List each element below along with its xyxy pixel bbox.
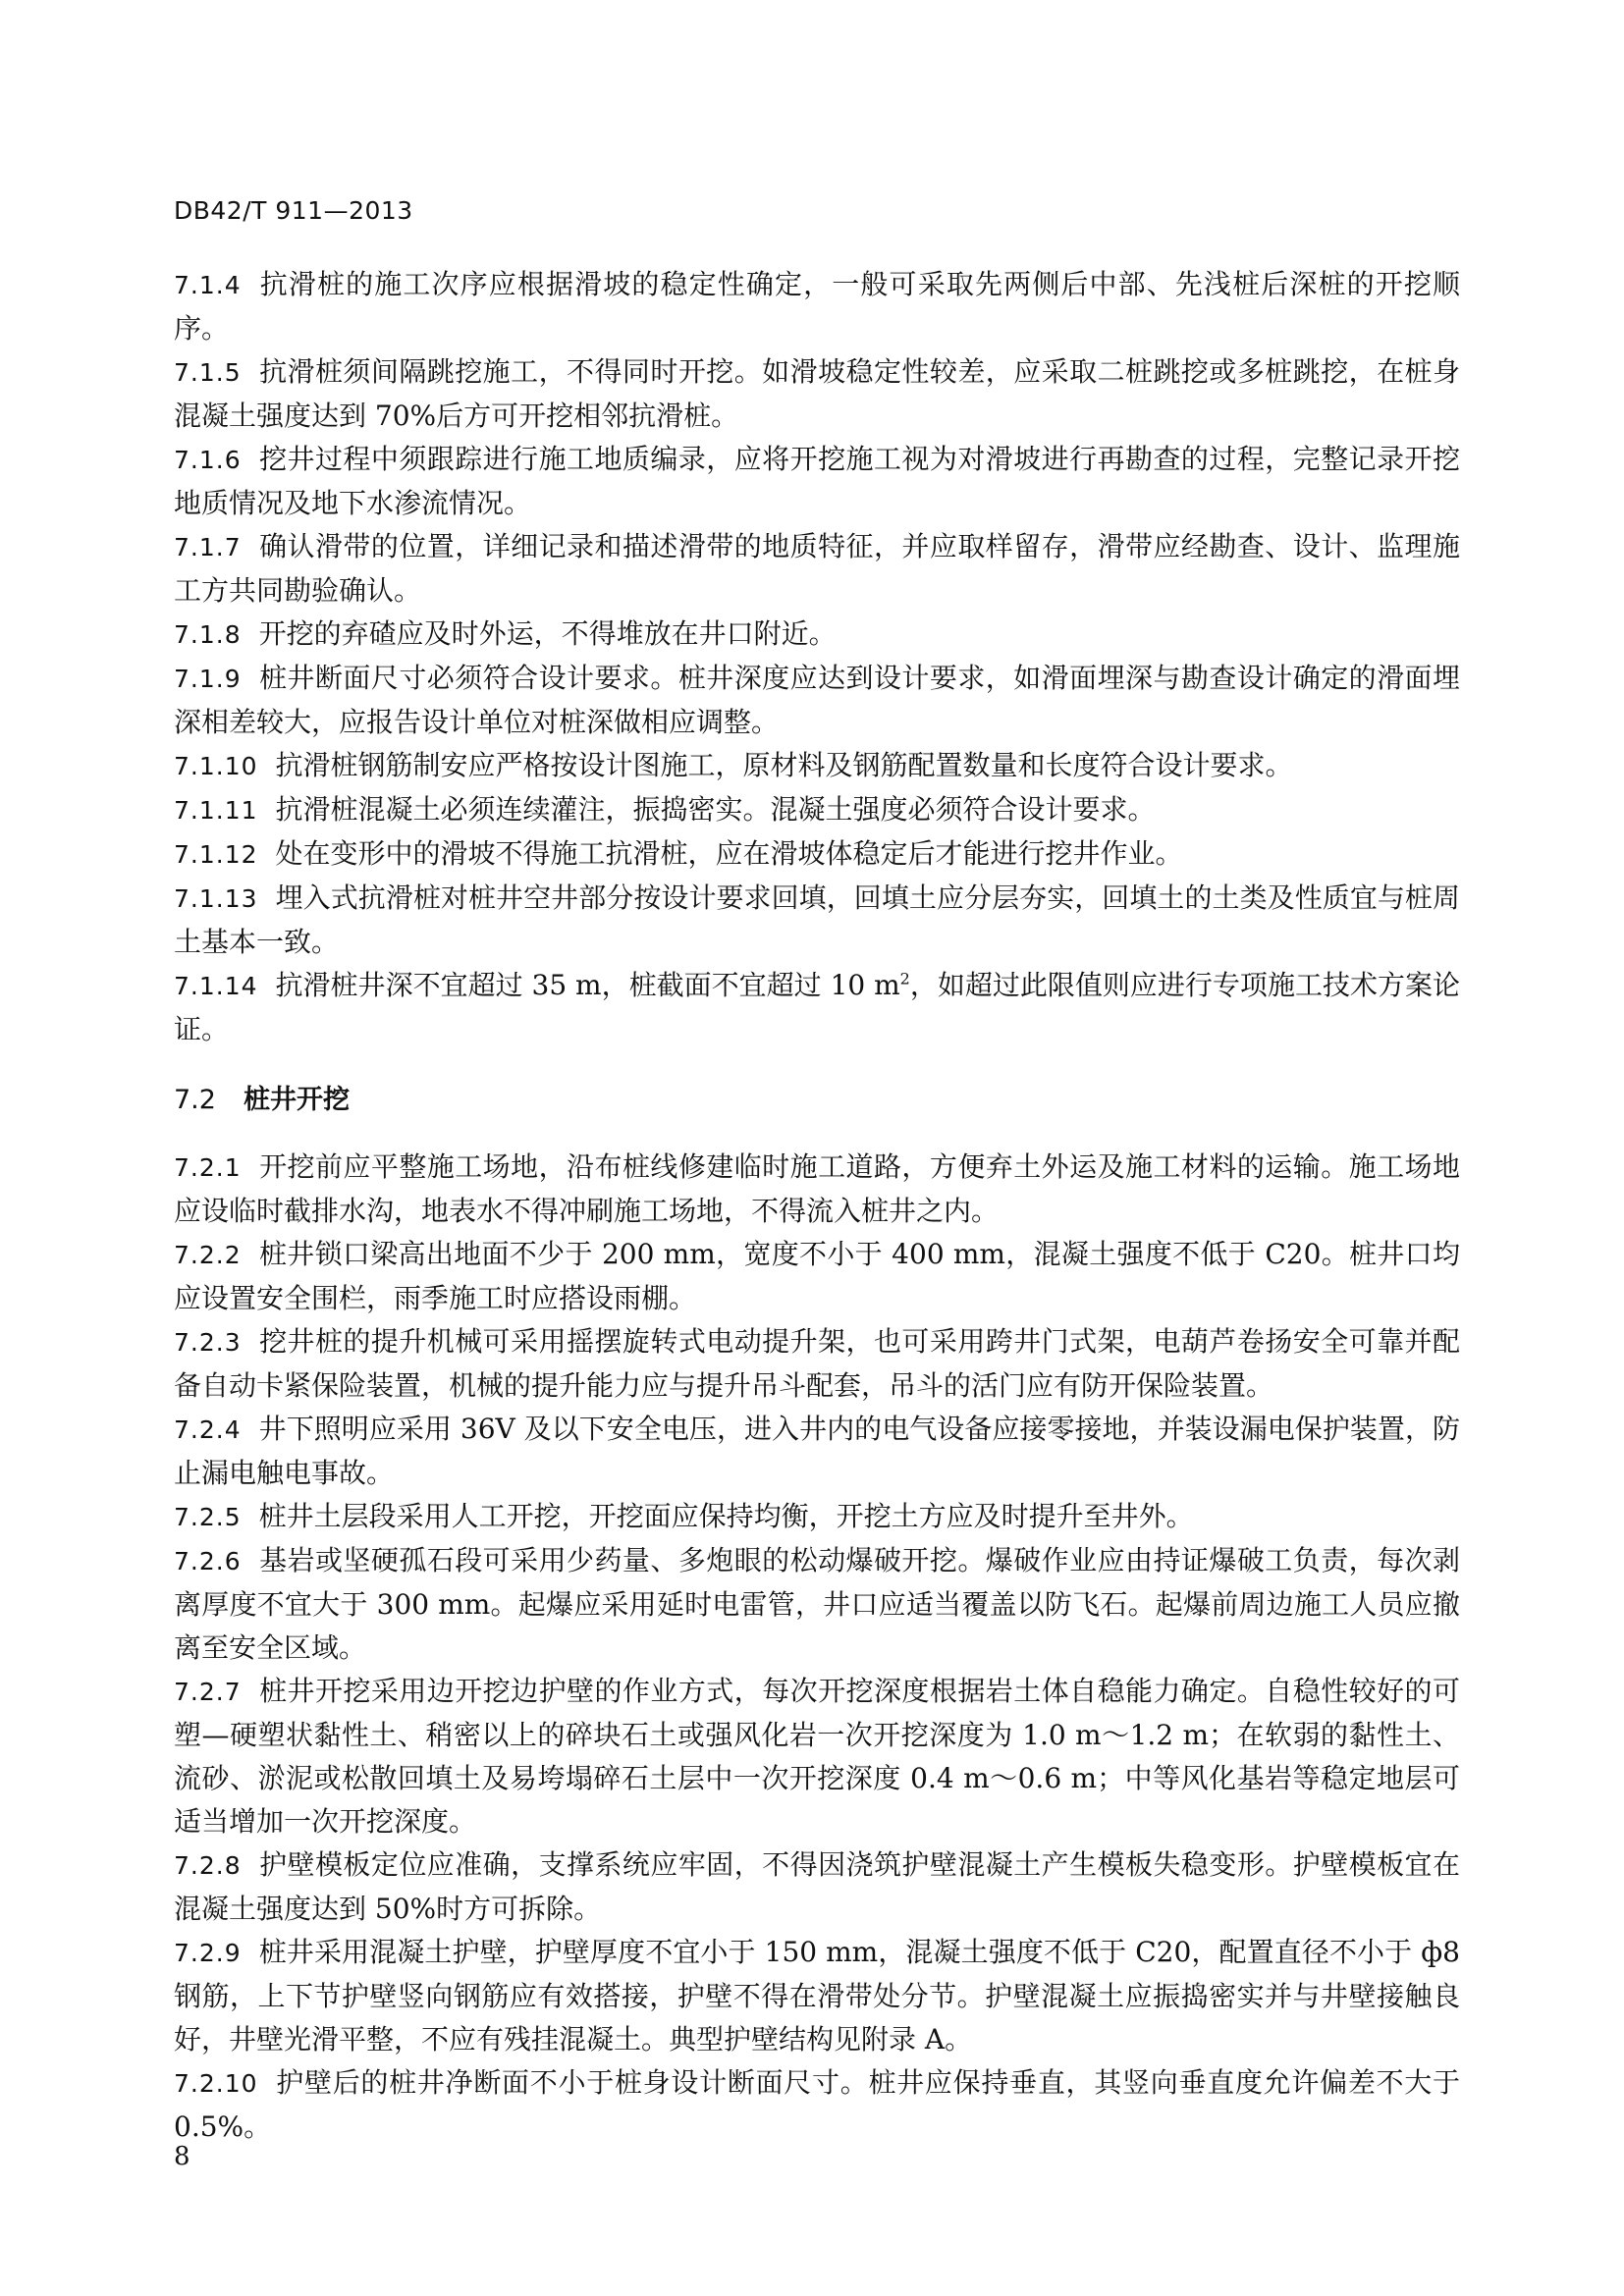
clause-text: 桩井土层段采用人工开挖，开挖面应保持均衡，开挖土方应及时提升至井外。 [258,1500,1194,1532]
section-number: 7.2 [174,1085,216,1115]
superscript: 2 [899,969,910,988]
clause-text: 护壁后的桩井净断面不小于桩身设计断面尺寸。桩井应保持垂直，其竖向垂直度允许偏差不大于 0.5%。 [174,2066,1460,2143]
standard-code-header: DB42/T 911—2013 [174,196,413,225]
clause-7-2-5 [174,1495,1460,1539]
clause-7-1-10 [174,744,1460,788]
clause-list-7-1 [174,263,1460,964]
clause-list-7-2 [174,1146,1460,2149]
clause-7-1-11 [174,788,1460,832]
clause-7-2-3 [174,1320,1460,1408]
clause-text: 桩井采用混凝土护壁，护壁厚度不宜小于 150 mm，混凝土强度不低于 C20，配置直径不小于 ф8 钢筋，上下节护壁竖向钢筋应有效搭接，护壁不得在滑带处分节。护壁混凝土应振捣密实并与井壁接触良好，井壁光滑平整，不应有残挂混凝土。典型护壁结构见附录 A。 [174,1936,1460,2056]
clause-text: 挖井过程中须跟踪进行施工地质编录，应将开挖施工视为对滑坡进行再勘查的过程，完整记录开挖地质情况及地下水渗流情况。 [174,443,1460,519]
clause-text: 抗滑桩须间隔跳挖施工，不得同时开挖。如滑坡稳定性较差，应采取二桩跳挖或多桩跳挖，在桩身混凝土强度达到 70%后方可开挖相邻抗滑桩。 [174,355,1460,432]
clause-text: 桩井开挖采用边开挖边护壁的作业方式，每次开挖深度根据岩土体自稳能力确定。自稳性较好的可塑—硬塑状黏性土、稍密以上的碎块石土或强风化岩一次开挖深度为 1.0 m～1.2 m；在软弱的黏性土、流砂、淤泥或松散回填土及易垮塌碎石土层中一次开挖深度 0.4 m～0.6 m；中等风化基岩等稳定地层可适当增加一次开挖深度。 [174,1675,1460,1838]
clause-number: 7.2.8 [174,1851,242,1880]
clause-number: 7.1.9 [174,665,242,693]
clause-text: 桩井锁口梁高出地面不少于 200 mm，宽度不小于 400 mm，混凝土强度不低于 C20。桩井口均应设置安全围栏，雨季施工时应搭设雨棚。 [174,1238,1460,1314]
clause-number: 7.1.11 [174,796,258,825]
clause-text: 桩井断面尺寸必须符合设计要求。桩井深度应达到设计要求，如滑面埋深与勘查设计确定的滑面埋深相差较大，应报告设计单位对桩深做相应调整。 [174,662,1460,738]
clause-text: 埋入式抗滑桩对桩井空井部分按设计要求回填，回填土应分层夯实，回填土的土类及性质宜与桩周土基本一致。 [174,881,1460,958]
clause-text: 抗滑桩混凝土必须连续灌注，振捣密实。混凝土强度必须符合设计要求。 [275,793,1156,826]
clause-7-2-7 [174,1670,1460,1843]
clause-7-2-9 [174,1931,1460,2061]
clause-7-1-5 [174,350,1460,438]
clause-number: 7.2.4 [174,1415,242,1444]
clause-text: 井下照明应采用 36V 及以下安全电压，进入井内的电气设备应接零接地，并装设漏电保护装置，防止漏电触电事故。 [174,1413,1460,1489]
clause-text: 基岩或坚硬孤石段可采用少药量、多炮眼的松动爆破开挖。爆破作业应由持证爆破工负责，每次剥离厚度不宜大于 300 mm。起爆应采用延时电雷管，井口应适当覆盖以防飞石。起爆前周边施工人员应撤离至安全区域。 [174,1544,1460,1664]
clause-7-2-6 [174,1539,1460,1670]
clause-7-1-4 [174,263,1460,350]
clause-number: 7.2.7 [174,1678,242,1706]
clause-7-1-13 [174,877,1460,964]
clause-7-2-8 [174,1843,1460,1931]
clause-text: 挖井桩的提升机械可采用摇摆旋转式电动提升架，也可采用跨井门式架，电葫芦卷扬安全可靠并配备自动卡紧保险装置，机械的提升能力应与提升吊斗配套，吊斗的活门应有防开保险装置。 [174,1325,1460,1402]
clause-7-1-8 [174,613,1460,657]
clause-number: 7.1.10 [174,752,258,780]
clause-number: 7.2.5 [174,1503,242,1531]
clause-number: 7.1.6 [174,446,242,474]
clause-number: 7.2.1 [174,1153,242,1182]
clause-text: ，如超过此限值则应进行专项施工技术方案论证。 [174,969,1460,1045]
clause-7-2-10 [174,2061,1460,2149]
clause-7-1-6 [174,438,1460,525]
clause-7-1-14 [174,964,1460,1051]
clause-7-1-7 [174,525,1460,613]
page-body [174,263,1460,2149]
section-heading-7-2 [174,1081,1460,1120]
clause-number: 7.1.12 [174,840,258,869]
clause-text: 抗滑桩井深不宜超过 35 m，桩截面不宜超过 10 m [275,969,900,1001]
clause-number: 7.1.8 [174,620,242,649]
clause-number: 7.1.7 [174,533,242,561]
clause-7-2-4 [174,1408,1460,1495]
clause-number: 7.1.14 [174,972,258,1000]
clause-7-1-12 [174,832,1460,877]
clause-7-2-2 [174,1233,1460,1320]
clause-text: 抗滑桩的施工次序应根据滑坡的稳定性确定，一般可采取先两侧后中部、先浅桩后深桩的开挖顺序。 [174,268,1460,345]
clause-number: 7.2.10 [174,2069,258,2098]
clause-text: 开挖前应平整施工场地，沿布桩线修建临时施工道路，方便弃土外运及施工材料的运输。施工场地应设临时截排水沟，地表水不得冲刷施工场地，不得流入桩井之内。 [174,1150,1460,1227]
clause-number: 7.1.13 [174,884,258,913]
page-number: 8 [174,2142,190,2171]
clause-number: 7.1.4 [174,271,242,299]
clause-number: 7.2.6 [174,1547,242,1575]
clause-number: 7.1.5 [174,358,242,387]
clause-number: 7.2.9 [174,1939,242,1967]
clause-text: 处在变形中的滑坡不得施工抗滑桩，应在滑坡体稳定后才能进行挖井作业。 [275,837,1183,870]
clause-text: 开挖的弃碴应及时外运，不得堆放在井口附近。 [258,617,837,650]
clause-text: 确认滑带的位置，详细记录和描述滑带的地质特征，并应取样留存，滑带应经勘查、设计、监理施工方共同勘验确认。 [174,530,1460,607]
clause-text: 抗滑桩钢筋制安应严格按设计图施工，原材料及钢筋配置数量和长度符合设计要求。 [275,749,1293,781]
clause-number: 7.2.2 [174,1241,242,1269]
clause-7-2-1 [174,1146,1460,1233]
clause-text: 护壁模板定位应准确，支撑系统应牢固，不得因浇筑护壁混凝土产生模板失稳变形。护壁模板宜在混凝土强度达到 50%时方可拆除。 [174,1848,1460,1925]
clause-7-1-9 [174,657,1460,744]
section-title: 桩井开挖 [243,1085,350,1115]
clause-number: 7.2.3 [174,1328,242,1357]
